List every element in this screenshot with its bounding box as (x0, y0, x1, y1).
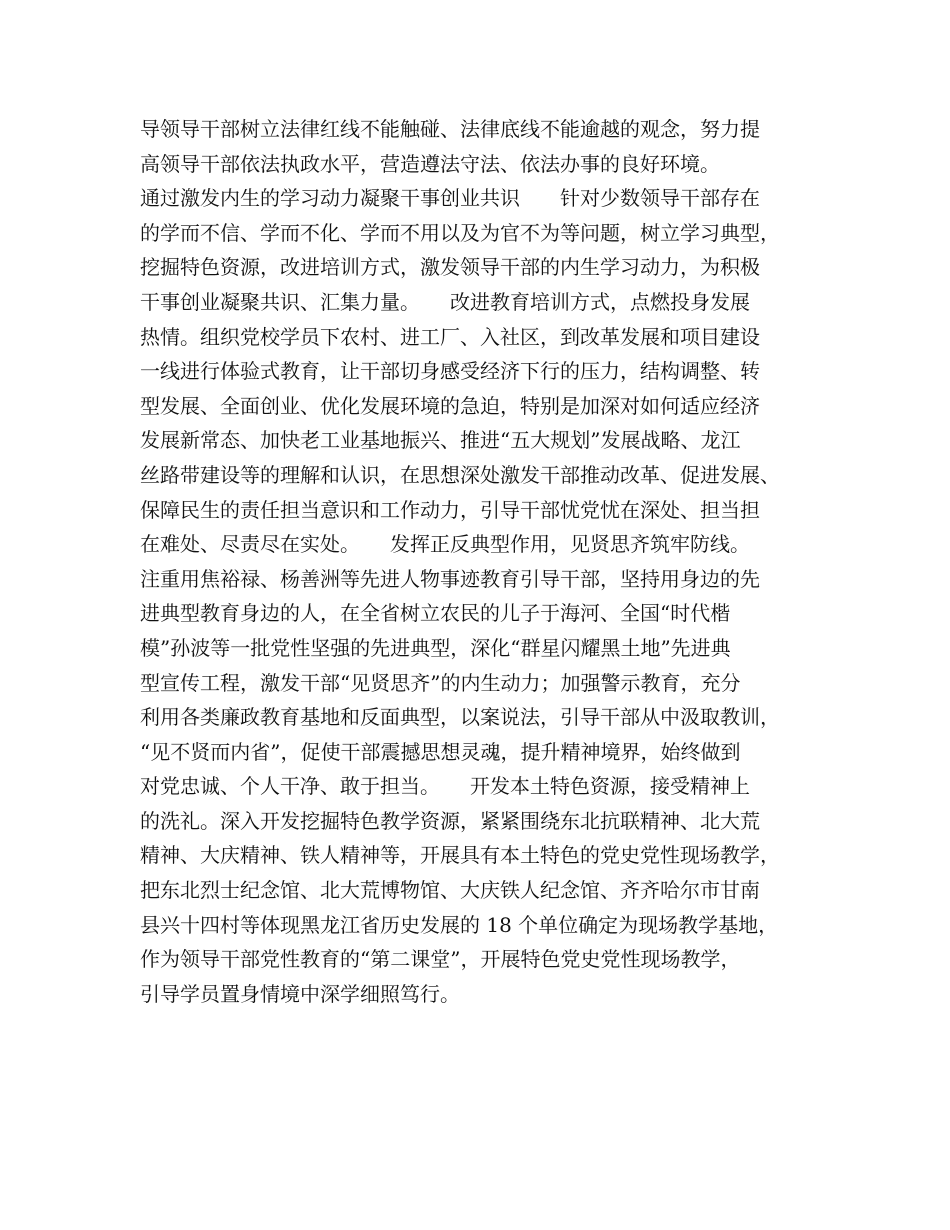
text-line: 作为领导干部党性教育的“第二课堂”，开展特色党史党性现场教学， (140, 947, 741, 972)
text-line: 在难处、尽责尽在实处。 发挥正反典型作用，见贤思齐筑牢防线。 (140, 532, 750, 557)
text-line: 进典型教育身边的人，在全省树立农民的儿子于海河、全国“时代楷 (140, 601, 731, 626)
text-line: 精神、大庆精神、铁人精神等，开展具有本土特色的党史党性现场教学， (140, 843, 780, 868)
text-line: 把东北烈士纪念馆、北大荒博物馆、大庆铁人纪念馆、齐齐哈尔市甘南 (140, 878, 760, 903)
text-line: 注重用焦裕禄、杨善洲等先进人物事迹教育引导干部，坚持用身边的先 (140, 566, 760, 591)
text-line: 保障民生的责任担当意识和工作动力，引导干部忧党忧在深处、担当担 (140, 497, 760, 522)
text-line: 热情。组织党校学员下农村、进工厂、入社区，到改革发展和项目建设 (140, 324, 760, 349)
text-line: 的洗礼。深入开发挖掘特色教学资源，紧紧围绕东北抗联精神、北大荒 (140, 808, 760, 833)
text-line: 引导学员置身情境中深学细照笃行。 (140, 981, 460, 1006)
text-line: 挖掘特色资源，改进培训方式，激发领导干部的内生学习动力，为积极 (140, 255, 760, 280)
text-line: 对党忠诚、个人干净、敢于担当。 开发本土特色资源，接受精神上 (140, 774, 750, 799)
text-line: 导领导干部树立法律红线不能触碰、法律底线不能逾越的观念，努力提 (140, 117, 760, 141)
text-line: 的学而不信、学而不化、学而不用以及为官不为等问题，树立学习典型， (140, 220, 780, 245)
text-line: 高领导干部依法执政水平，营造遵法守法、依法办事的良好环境。 (140, 151, 720, 176)
text-line: 模”孙波等一批党性坚强的先进典型，深化“群星闪耀黑土地”先进典 (140, 635, 731, 660)
text-line: 型发展、全面创业、优化发展环境的急迫，特别是加深对如何适应经济 (140, 393, 760, 418)
text-line: 发展新常态、加快老工业基地振兴、推进“五大规划”发展战略、龙江 (140, 428, 741, 453)
text-line: “见不贤而内省”，促使干部震撼思想灵魂，提升精神境界，始终做到 (140, 739, 741, 764)
text-line: 通过激发内生的学习动力凝聚干事创业共识 针对少数领导干部存在 (140, 186, 760, 211)
text-line: 丝路带建设等的理解和认识，在思想深处激发干部推动改革、促进发展、 (140, 462, 780, 487)
text-line: 一线进行体验式教育，让干部切身感受经济下行的压力，结构调整、转 (140, 359, 760, 384)
text-line: 县兴十四村等体现黑龙江省历史发展的 18 个单位确定为现场教学基地， (140, 912, 779, 937)
text-line: 干事创业凝聚共识、汇集力量。 改进教育培训方式，点燃投身发展 (140, 289, 750, 314)
text-line: 利用各类廉政教育基地和反面典型，以案说法，引导干部从中汲取教训， (140, 705, 780, 730)
text-line: 型宣传工程，激发干部“见贤思齐”的内生动力；加强警示教育，充分 (140, 670, 741, 695)
body-text (140, 112, 830, 1011)
